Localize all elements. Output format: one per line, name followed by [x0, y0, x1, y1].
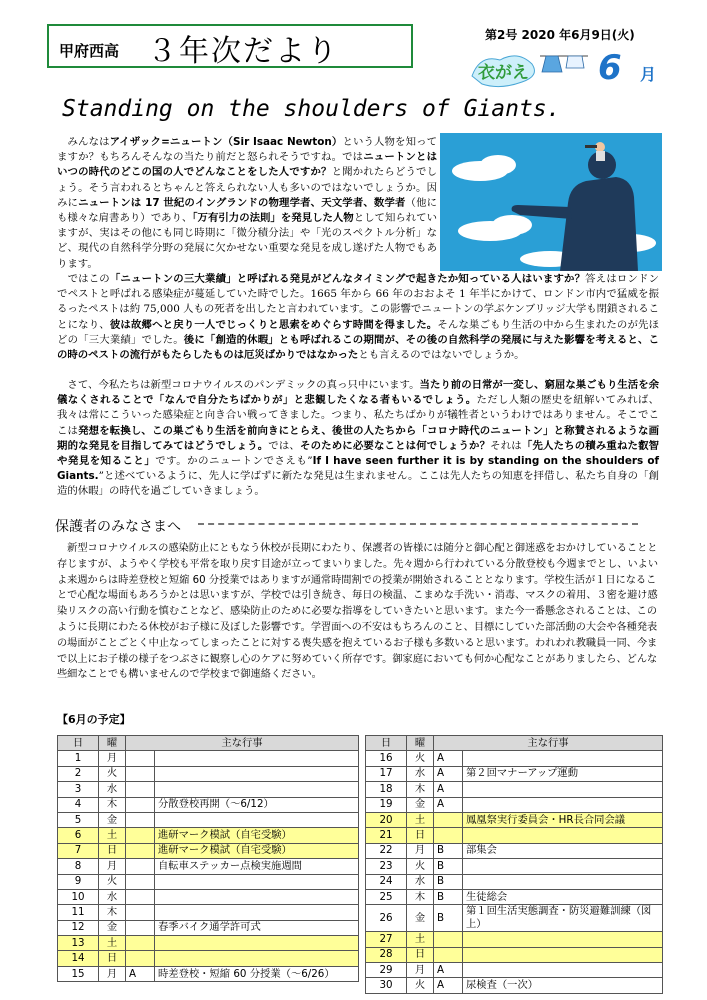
event-cell	[463, 859, 663, 874]
schedule-row	[58, 966, 359, 981]
track-cell: A	[434, 766, 463, 781]
body-text: という人物を知ってますか？もちろんそんなの当たり前だと怒られそうですね。では	[57, 136, 437, 164]
day-cell: 21	[366, 828, 407, 843]
schedule-row	[58, 766, 359, 781]
body-text: そんな巣ごもり生活の中から生まれたのが先ほどの「三大業績」でした。	[57, 318, 660, 346]
day-cell: 14	[58, 951, 99, 966]
day-cell: 7	[58, 843, 99, 858]
headline: Standing on the shoulders of Giants.	[62, 96, 561, 122]
month-number: 6	[598, 48, 622, 88]
day-cell: 19	[366, 797, 407, 812]
issue-date: 第2号 2020 年6月9日(火)	[485, 28, 635, 42]
schedule-row	[366, 978, 663, 993]
col-weekday: 曜	[407, 736, 434, 751]
schedule-row	[366, 889, 663, 904]
track-cell: B	[434, 905, 463, 932]
weekday-cell: 火	[407, 751, 434, 766]
schedule-row	[366, 859, 663, 874]
body-text: （他にも様々な肩書あり）であり、	[57, 196, 438, 225]
weekday-cell: 土	[99, 936, 126, 951]
event-cell: 進研マーク模試（自宅受験）	[155, 828, 359, 843]
day-cell: 18	[366, 782, 407, 797]
col-weekday: 曜	[99, 736, 126, 751]
schedule-row	[366, 828, 663, 843]
emphasis-text: If I have seen further it is by standing on the shoulders of Giants.	[57, 455, 660, 483]
event-cell	[463, 782, 663, 797]
day-cell: 20	[366, 812, 407, 827]
day-cell: 2	[58, 766, 99, 781]
weekday-cell: 水	[99, 889, 126, 904]
emphasis-text: 「先人たちの積み重ねた叡智や発見を知ること」	[57, 439, 660, 468]
emphasis-text: そのために必要なことは何でしょうか？	[300, 439, 491, 452]
weekday-cell: 木	[99, 797, 126, 812]
track-cell	[126, 843, 155, 858]
schedule-row	[366, 963, 663, 978]
body-text: では、	[268, 439, 300, 452]
track-cell: A	[434, 751, 463, 766]
day-cell: 17	[366, 766, 407, 781]
weekday-cell: 水	[99, 782, 126, 797]
newsletter-title: ３年次だより	[147, 34, 339, 69]
giant-shoulders-illustration	[440, 133, 662, 271]
day-cell: 11	[58, 905, 99, 920]
body-text: ”と述べているように、先人に学ばずに新たな発見は生まれません。ここは先人たちの知恵を拝借し、私たち自身の「創造的休暇」の時代を過ごしていきましょう。	[57, 470, 659, 498]
track-cell: B	[434, 874, 463, 889]
track-cell	[434, 947, 463, 962]
day-cell: 13	[58, 936, 99, 951]
parents-heading: 保護者のみなさまへ	[55, 519, 181, 535]
weekday-cell: 火	[407, 978, 434, 993]
weekday-cell: 金	[407, 797, 434, 812]
event-cell: 鳳凰祭実行委員会・HR長合同会議	[463, 812, 663, 827]
schedule-row	[366, 905, 663, 932]
event-cell: 部集会	[463, 843, 663, 858]
event-cell: 春季バイク通学許可式	[155, 920, 359, 935]
body-text: ただし人類の歴史を紐解いてみれば、我々は常にこういった感染症と向き合い戦ってきました。つまり、私たちばかりが犠牲者というわけではありません。そこでここは	[57, 394, 659, 437]
col-event: 主な行事	[434, 736, 663, 751]
paragraph-2	[57, 272, 659, 363]
day-cell: 27	[366, 932, 407, 947]
weekday-cell: 月	[407, 843, 434, 858]
track-cell: A	[434, 782, 463, 797]
event-cell: 第１回生活実態調査・防災避難訓練（図上）	[463, 905, 663, 932]
body-text: とも言えるのではないでしょうか。	[358, 349, 525, 362]
schedule-row	[58, 889, 359, 904]
body-text: みんなは	[57, 136, 110, 148]
track-cell: B	[434, 859, 463, 874]
school-name: 甲府西高	[59, 42, 120, 60]
weekday-cell: 火	[407, 859, 434, 874]
day-cell: 10	[58, 889, 99, 904]
event-cell	[155, 905, 359, 920]
track-cell	[126, 951, 155, 966]
emphasis-text: 当たり前の日常が一変し、窮屈な巣ごもり生活を余儀なくされることで「なんで自分たちばかりが」と悲観したくなる者もいるでしょう。	[57, 379, 659, 407]
schedule-row	[58, 828, 359, 843]
weekday-cell: 金	[99, 812, 126, 827]
track-cell	[126, 812, 155, 827]
weekday-cell: 火	[99, 766, 126, 781]
weekday-cell: 金	[99, 920, 126, 935]
col-day: 日	[58, 736, 99, 751]
track-cell	[126, 766, 155, 781]
emphasis-text: ニュートンは 17 世紀のイングランドの物理学者、天文学者、数学者	[78, 196, 406, 209]
weekday-cell: 木	[407, 782, 434, 797]
schedule-row	[58, 920, 359, 935]
weekday-cell: 月	[99, 751, 126, 766]
emphasis-text: 発想を転換し、この巣ごもり生活を前向きにとらえ、後世の人たちから「コロナ時代のニュートン」と称賛されるような画期的な発見を目指してみてはどうでしょう。	[57, 424, 659, 452]
event-cell	[463, 797, 663, 812]
day-cell: 12	[58, 920, 99, 935]
body-text: です。かのニュートンでさえも”	[155, 455, 313, 468]
weekday-cell: 月	[407, 963, 434, 978]
weekday-cell: 水	[407, 874, 434, 889]
event-cell	[155, 889, 359, 904]
schedule-row	[58, 751, 359, 766]
body-text: と聞かれたらどうでしょう。そう言われるとちゃんと答えられない人も多いのではないでしょうか。因みに	[57, 166, 438, 209]
weekday-cell: 土	[99, 828, 126, 843]
track-cell	[126, 751, 155, 766]
day-cell: 22	[366, 843, 407, 858]
body-text: ではこの	[57, 273, 110, 285]
dashed-divider	[198, 523, 638, 525]
schedule-row	[366, 766, 663, 781]
event-cell	[155, 782, 359, 797]
track-cell	[126, 874, 155, 889]
event-cell	[463, 751, 663, 766]
day-cell: 5	[58, 812, 99, 827]
track-cell	[434, 828, 463, 843]
event-cell	[155, 936, 359, 951]
parents-message: 新型コロナウイルスの感染防止にともなう休校が長期にわたり、保護者の皆様には随分と御心配と御迷惑をおかけしていることと存じますが、ようやく学校も平常を取り戻す目途が立ってまいりました。先々週から行われている分散登校も今週までとし、いよいよ来週からは時差登校と短縮 60 分授業ではありますが通常時間割での授業が開始されることとなります。学校生活が１日になることで心配な場面もあろうかとは思いますが、学校では引き続き、毎日の検温、こまめな手洗い・消毒、マスクの着用、３密を避け感染リスクの高い行動を慎むことなど、感染防止のために必要な指導をしていきたいと思います。また今一番懸念されることは、このように長期にわたる休校がお子様に及ぼした影響です。学習面への不安はもちろんのこと、目標にしていた部活動の大会や各種発表の場面がことごとく中止なってしまったことに対する喪失感を抱えているお子様も多数いると思います。われわれ教職員一同、今まで以上にお子様の様子をつぶさに観察し心のケアに努めていく所存です。御家庭においても何か心配なことがありましたら、どんな些細なことでも構いませんので学校まで御連絡ください。	[57, 543, 659, 681]
event-cell	[155, 874, 359, 889]
track-cell: A	[434, 963, 463, 978]
schedule-row	[366, 947, 663, 962]
schedule-row	[58, 936, 359, 951]
schedule-row	[366, 797, 663, 812]
track-cell	[126, 889, 155, 904]
weekday-cell: 金	[407, 905, 434, 932]
track-cell	[126, 920, 155, 935]
schedule-row	[366, 782, 663, 797]
schedule-row	[58, 874, 359, 889]
event-cell: 尿検査（一次）	[463, 978, 663, 993]
weekday-cell: 日	[407, 947, 434, 962]
event-cell	[155, 951, 359, 966]
title-box	[47, 24, 413, 68]
body-text: 答えはロンドンでペストと呼ばれる感染症が蔓延していた時でした。1665 年から 66 年のおおよそ 1 年半にかけて、ロンドン市内で猛威を振るったペストは約 75,000 人もの死者を出したと言われています。この影響でニュートンの学ぶケンブリッジ大学も閉鎖されることになり、	[57, 273, 659, 331]
event-cell	[463, 947, 663, 962]
event-cell: 時差登校・短縮 60 分授業（～6/26）	[155, 966, 359, 981]
body-text: さて、今私たちは新型コロナウイルスのパンデミックの真っ只中にいます。	[57, 379, 420, 391]
day-cell: 1	[58, 751, 99, 766]
schedule-row	[58, 782, 359, 797]
event-cell: 進研マーク模試（自宅受験）	[155, 843, 359, 858]
event-cell	[463, 874, 663, 889]
emphasis-text: 後に「創造的休暇」とも呼ばれるこの期間が、その後の自然科学の発展に与えた影響を考えると、この時のペストの流行がもたらしたものは厄災ばかりではなかった	[57, 333, 660, 362]
day-cell: 16	[366, 751, 407, 766]
event-cell: 生徒総会	[463, 889, 663, 904]
event-cell	[155, 751, 359, 766]
track-cell	[126, 828, 155, 843]
schedule-table-left	[57, 735, 359, 982]
track-cell	[434, 812, 463, 827]
day-cell: 23	[366, 859, 407, 874]
weekday-cell: 火	[99, 874, 126, 889]
koromogae-logo	[470, 46, 610, 92]
schedule-row	[366, 874, 663, 889]
event-cell	[463, 963, 663, 978]
day-cell: 15	[58, 966, 99, 981]
event-cell: 自転車ステッカー点検実施週間	[155, 859, 359, 874]
weekday-cell: 日	[407, 828, 434, 843]
schedule-row	[366, 932, 663, 947]
logo-text: 衣がえ	[478, 63, 529, 83]
event-cell: 第２回マナーアップ運動	[463, 766, 663, 781]
weekday-cell: 木	[99, 905, 126, 920]
track-cell	[126, 859, 155, 874]
day-cell: 9	[58, 874, 99, 889]
schedule-row	[366, 812, 663, 827]
track-cell	[126, 936, 155, 951]
day-cell: 6	[58, 828, 99, 843]
weekday-cell: 土	[407, 812, 434, 827]
day-cell: 26	[366, 905, 407, 932]
track-cell	[126, 905, 155, 920]
track-cell: B	[434, 843, 463, 858]
col-event: 主な行事	[126, 736, 359, 751]
weekday-cell: 日	[99, 843, 126, 858]
schedule-row	[58, 812, 359, 827]
schedule-row	[58, 859, 359, 874]
event-cell	[155, 766, 359, 781]
weekday-cell: 土	[407, 932, 434, 947]
paragraph-3	[57, 378, 659, 500]
event-cell	[463, 828, 663, 843]
day-cell: 28	[366, 947, 407, 962]
day-cell: 29	[366, 963, 407, 978]
emphasis-text: 「ニュートンの三大業績」と呼ばれる発見がどんなタイミングで起きたか知っている人はいますか？	[109, 273, 586, 285]
emphasis-text: ニュートンとはいつの時代のどこの国の人でどんなことをした人ですか？	[57, 151, 438, 179]
event-cell: 分散登校再開（～6/12）	[155, 797, 359, 812]
track-cell: A	[434, 797, 463, 812]
event-cell	[463, 932, 663, 947]
track-cell	[126, 782, 155, 797]
schedule-row	[366, 751, 663, 766]
weekday-cell: 水	[407, 766, 434, 781]
emphasis-text: 彼は故郷へと戻り一人でじっくりと思索をめぐらす時間を得ました。	[109, 318, 438, 331]
month-kanji: 月	[640, 65, 657, 84]
schedule-title: 【6月の予定】	[57, 713, 131, 726]
paragraph-1	[57, 135, 437, 272]
track-cell	[126, 797, 155, 812]
track-cell: A	[126, 966, 155, 981]
weekday-cell: 木	[407, 889, 434, 904]
day-cell: 25	[366, 889, 407, 904]
day-cell: 3	[58, 782, 99, 797]
schedule-row	[58, 905, 359, 920]
track-cell	[434, 932, 463, 947]
weekday-cell: 日	[99, 951, 126, 966]
body-text: それは	[490, 439, 522, 452]
schedule-row	[366, 843, 663, 858]
day-cell: 30	[366, 978, 407, 993]
schedule-row	[58, 797, 359, 812]
body-text: として知られていますが、実はその他にも同じ時期に「微分積分法」や「光のスペクトル分析」など、現代の自然科学分野の発展に欠かせない重要な発見を成し遂げた人物でもあります。	[57, 212, 437, 270]
col-day: 日	[366, 736, 407, 751]
weekday-cell: 月	[99, 859, 126, 874]
day-cell: 4	[58, 797, 99, 812]
schedule-row	[58, 843, 359, 858]
schedule-row	[58, 951, 359, 966]
event-cell	[155, 812, 359, 827]
day-cell: 24	[366, 874, 407, 889]
track-cell: B	[434, 889, 463, 904]
emphasis-text: アイザック=ニュートン（Sir Isaac Newton）	[109, 136, 343, 148]
day-cell: 8	[58, 859, 99, 874]
schedule-table-right	[365, 735, 663, 994]
weekday-cell: 月	[99, 966, 126, 981]
track-cell: A	[434, 978, 463, 993]
emphasis-text: 「万有引力の法則」を発見した人物	[192, 212, 354, 225]
